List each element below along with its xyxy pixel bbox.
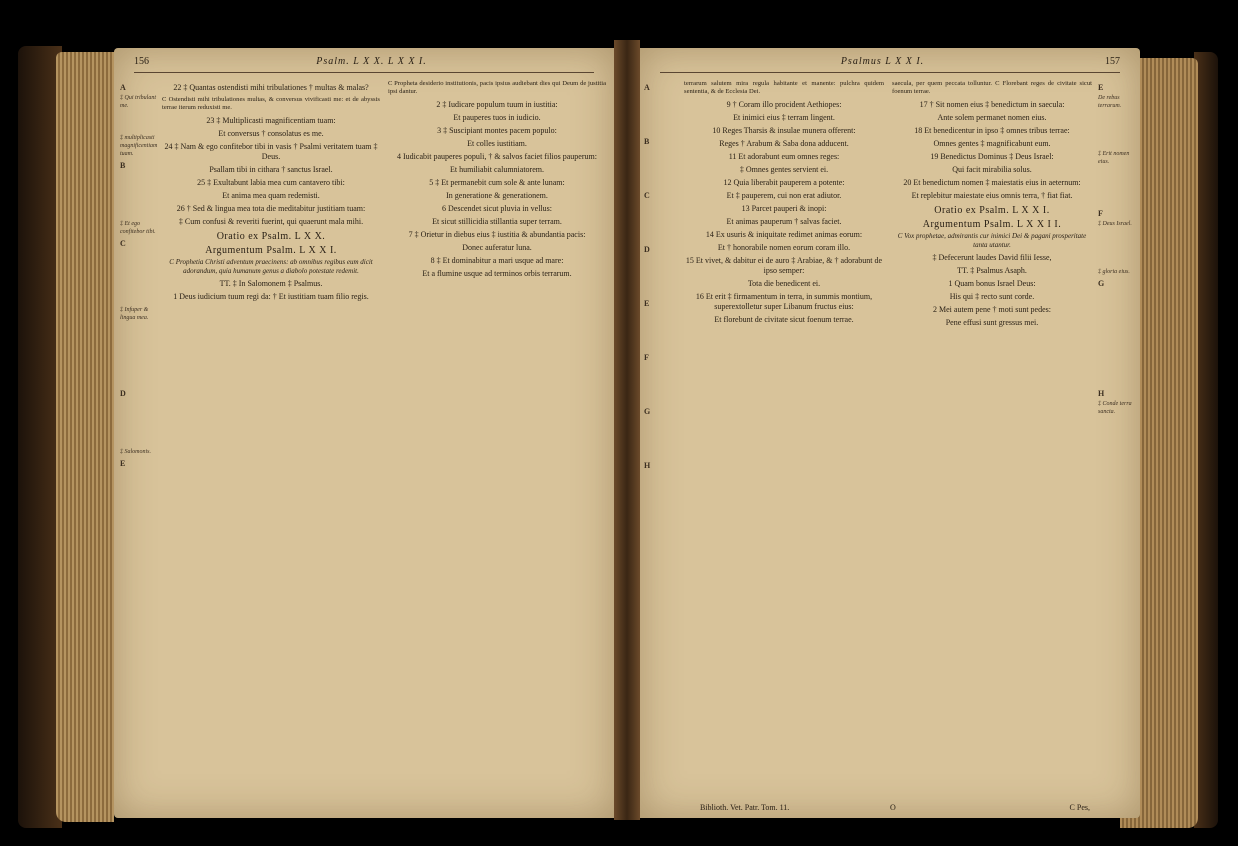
- text-verse: 8 ‡ Et dominabitur a mari usque ad mare:: [430, 255, 564, 265]
- text-verse: Et animas pauperum † salvas faciet.: [726, 216, 842, 226]
- text-verse: 19 Benedictus Dominus ‡ Deus Israel:: [930, 151, 1054, 161]
- text-para: C Ostendisti mihi tribulationes multas, & conversus vivificasti me: et de abyssis terrae iterum reduxisti me.: [162, 96, 380, 112]
- footer-catchword: C Pes,: [1069, 803, 1090, 812]
- margin-note: ‡ Deus Israel.: [1098, 221, 1132, 227]
- left-page-number: 156: [134, 56, 149, 67]
- text-verse: 16 Et erit ‡ firmamentum in terra, in summis montium, superextolletur super Libanum fructus eius:: [695, 291, 873, 311]
- inner-letter: C: [644, 191, 650, 200]
- margin-note: ‡ Infuper & lingua mea.: [120, 307, 149, 321]
- text-verse: Et florebunt de civitate sicut foenum terrae.: [714, 314, 854, 324]
- left-running-title: Psalm. L X X. L X X I.: [316, 56, 427, 67]
- text-verse: 15 Et vivet, & dabitur ei de auro ‡ Arabiae, & † adorabunt de ipso semper:: [685, 255, 883, 275]
- text-verse: 2 ‡ Iudicare populum tuum in iustitia:: [436, 99, 558, 109]
- inner-letter: G: [644, 407, 651, 416]
- text-heading: Argumentum Psalm. L X X I.: [205, 245, 337, 257]
- left-margin: [120, 80, 158, 796]
- right-text-columns: [684, 80, 1092, 794]
- text-verse: 26 † Sed & lingua mea tota die meditabitur justitiam tuam:: [176, 203, 366, 213]
- text-sub: C Prophetia Christi adventum praecinens: ab omnibus regibus eum dicit adorandum, quia humanum genus a diabolo potestate redemit.: [169, 257, 373, 275]
- margin-letter: H: [1098, 389, 1105, 398]
- margin-letter: G: [1098, 279, 1105, 288]
- text-verse: Et anima mea quam redemisti.: [222, 190, 320, 200]
- right-page: [640, 48, 1140, 818]
- text-verse: His qui ‡ recto sunt corde.: [949, 291, 1035, 301]
- text-verse: Omnes gentes ‡ magnificabunt eum.: [933, 138, 1051, 148]
- margin-letter: D: [120, 389, 126, 398]
- text-verse: TT. ‡ In Salomonem ‡ Psalmus.: [219, 278, 323, 288]
- text-verse: Ante solem permanet nomen eius.: [937, 112, 1047, 122]
- text-verse: Et † honorabile nomen eorum coram illo.: [717, 242, 851, 252]
- text-verse: Psallam tibi in cithara † sanctus Israel.: [209, 164, 333, 174]
- text-verse: 6 Descendet sicut pluvia in vellus:: [442, 203, 552, 213]
- inner-letter: E: [644, 299, 650, 308]
- margin-note: ‡ Erit nomen eius.: [1098, 151, 1130, 165]
- inner-letter: D: [644, 245, 650, 254]
- margin-letter: E: [1098, 83, 1104, 92]
- text-verse: ‡ Cum confusi & reveriti fuerint, qui quaerunt mala mihi.: [178, 216, 364, 226]
- text-verse: 2 Mei autem pene † moti sunt pedes:: [933, 304, 1051, 314]
- text-verse: Qui facit mirabilia solus.: [952, 164, 1032, 174]
- text-verse: ‡ Omnes gentes servient ei.: [739, 164, 829, 174]
- text-para: terrarum salutem mira regula habitante et manente: pulchra quidem sententia, & de Ecclesia Dei.: [684, 80, 884, 96]
- margin-note: ‡ Qui tribulant me.: [120, 95, 157, 109]
- margin-note: ‡ multiplicasti magnificentiam tuam.: [120, 135, 158, 157]
- text-verse: Et conversus † consolatus es me.: [218, 128, 324, 138]
- text-verse: In generatione & generationem.: [446, 190, 548, 200]
- text-verse: 18 Et benedicentur in ipso ‡ omnes tribus terrae:: [914, 125, 1070, 135]
- text-verse: 11 Et adorabunt eum omnes reges:: [728, 151, 840, 161]
- text-heading: Oratio ex Psalm. L X X.: [216, 230, 326, 242]
- text-verse: 4 Iudicabit pauperes populi, † & salvos faciet filios pauperum:: [397, 151, 597, 161]
- left-running-head: [134, 56, 594, 73]
- text-verse: Donec auferatur luna.: [462, 242, 532, 252]
- margin-note: ‡ gloria eius.: [1098, 269, 1130, 275]
- text-verse: 7 ‡ Orietur in diebus eius ‡ iustitia & abundantia pacis:: [408, 229, 586, 239]
- text-verse: TT. ‡ Psalmus Asaph.: [957, 265, 1027, 275]
- text-heading: Oratio ex Psalm. L X X I.: [934, 204, 1050, 216]
- text-verse: 5 ‡ Et permanebit cum sole & ante lunam:: [429, 177, 565, 187]
- text-verse: 12 Quia liberabit pauperem a potente:: [723, 177, 845, 187]
- right-inner-margin: [644, 80, 678, 796]
- margin-note: ‡ Salomonis.: [120, 449, 152, 455]
- text-verse: Pene effusi sunt gressus mei.: [945, 317, 1039, 327]
- text-verse: 25 ‡ Exultabunt labia mea cum cantavero tibi:: [197, 177, 345, 187]
- text-verse: 22 ‡ Quantas ostendisti mihi tribulationes † multas & malas?: [173, 83, 369, 92]
- text-heading: Argumentum Psalm. L X X I I.: [922, 219, 1062, 231]
- text-verse: 14 Ex usuris & iniquitate redimet animas eorum:: [705, 229, 863, 239]
- text-verse: 9 † Coram illo procident Aethiopes:: [726, 99, 842, 109]
- text-verse: Reges † Arabum & Saba dona adducent.: [719, 138, 849, 148]
- text-verse: 1 Deus iudicium tuum regi da: † Et iustitiam tuam filio regis.: [173, 291, 369, 301]
- text-verse: 20 Et benedictum nomen ‡ maiestatis eius in aeternum:: [903, 177, 1081, 187]
- text-verse: Et inimici eius ‡ terram lingent.: [733, 112, 835, 122]
- text-verse: Et a flumine usque ad terminos orbis terrarum.: [422, 268, 572, 278]
- text-verse: Et pauperes tuos in iudicio.: [453, 112, 541, 122]
- text-sub: C Vox prophetae, admirantis cur inimici Dei & pagani prosperitate tanta utantur.: [897, 231, 1087, 249]
- text-verse: 23 ‡ Multiplicasti magnificentiam tuam:: [206, 115, 336, 125]
- text-verse: 17 † Sit nomen eius ‡ benedictum in saecula:: [919, 99, 1065, 109]
- text-verse: 3 ‡ Suscipiant montes pacem populo:: [437, 125, 557, 135]
- margin-letter: C: [120, 239, 126, 248]
- text-verse: ‡ Defecerunt laudes David filii Iesse,: [932, 252, 1052, 262]
- margin-note: ‡ Conde terra sancta.: [1098, 401, 1132, 415]
- left-text-columns: [162, 80, 606, 794]
- margin-letter: B: [120, 161, 126, 170]
- open-book: [18, 22, 1218, 822]
- margin-letter: F: [1098, 209, 1103, 218]
- text-para: saecula, per quem peccata tolluntur. C Florebant reges de civitate sicut foenum terrae.: [892, 80, 1092, 96]
- left-page: [114, 48, 614, 818]
- margin-letter: E: [120, 459, 126, 468]
- text-para: C Propheta desiderio institutionis, pacis ipsius audiebant dies qui Deum de justitia ipsi dantur.: [388, 80, 606, 96]
- margin-note: ‡ Et ego confitebor tibi.: [120, 221, 156, 235]
- inner-letter: H: [644, 461, 651, 470]
- footer-signature: O: [890, 803, 896, 812]
- right-column-1: [684, 80, 884, 794]
- right-page-number: 157: [1104, 56, 1120, 67]
- footer-book-title: Biblioth. Vet. Patr. Tom. 11.: [700, 803, 790, 812]
- text-verse: 24 ‡ Nam & ego confitebor tibi in vasis † Psalmi veritatem tuam ‡ Deus.: [164, 141, 378, 161]
- text-verse: Et replebitur maiestate eius omnis terra, † fiat fiat.: [911, 190, 1073, 200]
- page-edges-left: [56, 52, 114, 822]
- right-running-head: [660, 56, 1120, 73]
- right-column-2: [892, 80, 1092, 794]
- left-column-2: [388, 80, 606, 794]
- text-verse: Et humiliabit calumniatorem.: [450, 164, 544, 174]
- text-verse: 13 Parcet pauperi & inopi:: [741, 203, 827, 213]
- text-verse: Et ‡ pauperem, cui non erat adiutor.: [726, 190, 842, 200]
- text-verse: Et colles iustitiam.: [467, 138, 527, 148]
- right-outer-margin: [1098, 80, 1136, 796]
- right-running-title: Psalmus L X X I.: [840, 56, 925, 67]
- text-verse: 10 Reges Tharsis & insulae munera offerent:: [712, 125, 856, 135]
- margin-note: De rebus terrarum.: [1098, 95, 1122, 109]
- inner-letter: B: [644, 137, 650, 146]
- margin-letter: A: [120, 83, 126, 92]
- text-verse: 1 Quam bonus Israel Deus:: [948, 278, 1036, 288]
- inner-letter: A: [644, 83, 650, 92]
- book-gutter: [614, 40, 640, 820]
- text-verse: Tota die benedicent ei.: [747, 278, 821, 288]
- inner-letter: F: [644, 353, 649, 362]
- left-column-1: [162, 80, 380, 794]
- text-verse: Et sicut stillicidia stillantia super terram.: [432, 216, 562, 226]
